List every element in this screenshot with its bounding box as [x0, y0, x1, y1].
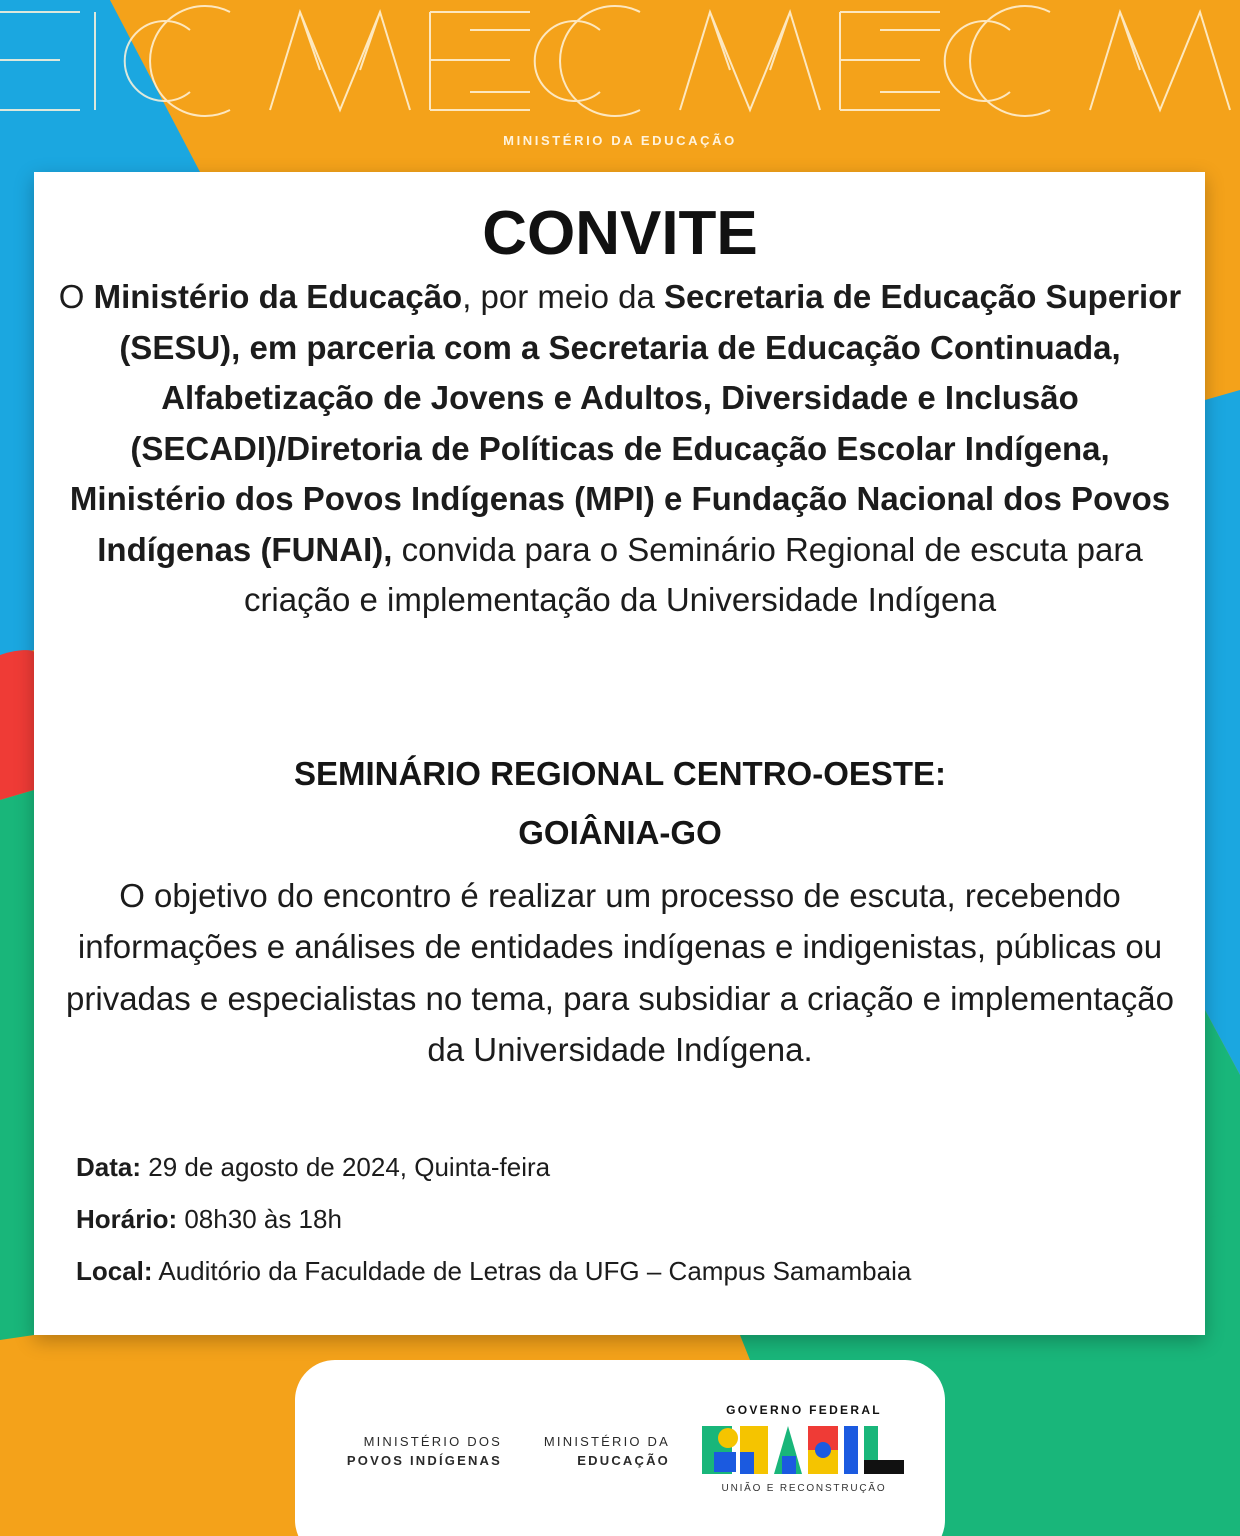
mpi-logo	[330, 1432, 502, 1470]
header-caption: MINISTÉRIO DA EDUCAÇÃO	[503, 133, 737, 148]
brasil-logo	[700, 1422, 908, 1478]
date-label: Data:	[76, 1152, 142, 1182]
detail-date	[76, 1150, 550, 1184]
seminar-objective: O objetivo do encontro é realizar um processo de escuta, recebendo informações e análises de entidades indígenas e indigenistas, públicas ou privadas e especialistas no tema, para subsidiar a criação e implementação da Universidade Indígena.	[66, 877, 1174, 1068]
header-pattern	[0, 0, 1240, 120]
date-value: 29 de agosto de 2024, Quinta-feira	[141, 1152, 551, 1182]
place-label: Local:	[76, 1256, 153, 1286]
mec-logo	[520, 1432, 670, 1470]
intro-text-1: O	[58, 278, 94, 315]
seminar-city: GOIÂNIA-GO	[518, 814, 722, 851]
mpi-line1: MINISTÉRIO DOS	[363, 1434, 502, 1449]
invite-title: CONVITE	[482, 199, 758, 268]
time-value: 08h30 às 18h	[177, 1204, 342, 1234]
detail-time	[76, 1202, 342, 1236]
detail-place	[76, 1254, 911, 1288]
time-label: Horário:	[76, 1204, 178, 1234]
bg-blue-right	[1205, 390, 1240, 1075]
place-value: Auditório da Faculdade de Letras da UFG – Campus Samambaia	[152, 1256, 912, 1286]
seminar-title: SEMINÁRIO REGIONAL CENTRO-OESTE:	[293, 755, 947, 792]
intro-bold-1: Ministério da Educação	[93, 278, 463, 315]
gov-federal-label: GOVERNO FEDERAL	[726, 1403, 882, 1417]
mec-line1: MINISTÉRIO DA	[543, 1434, 670, 1449]
invite-intro	[55, 272, 1185, 626]
intro-text-3: convida para o Seminário Regional de escuta para criação e implementação da Universidade Indígena	[243, 530, 1143, 618]
gov-slogan: UNIÃO E RECONSTRUÇÃO	[721, 1483, 887, 1494]
mec-line2: EDUCAÇÃO	[577, 1453, 670, 1468]
intro-text-2: , por meio da	[462, 278, 664, 315]
mpi-line2: POVOS INDÍGENAS	[346, 1453, 502, 1468]
intro-bold-2: Secretaria de Educação Superior (SESU), em parceria com a Secretaria de Educação Continuada, Alfabetização de Jovens e Adultos, Diversidade e Inclusão (SECADI)/Diretoria de Políticas de Educação Escolar Indígena, Ministério dos Povos Indígenas (MPI) e Fundação Nacional dos Povos Indígenas (FUNAI),	[69, 278, 1182, 568]
